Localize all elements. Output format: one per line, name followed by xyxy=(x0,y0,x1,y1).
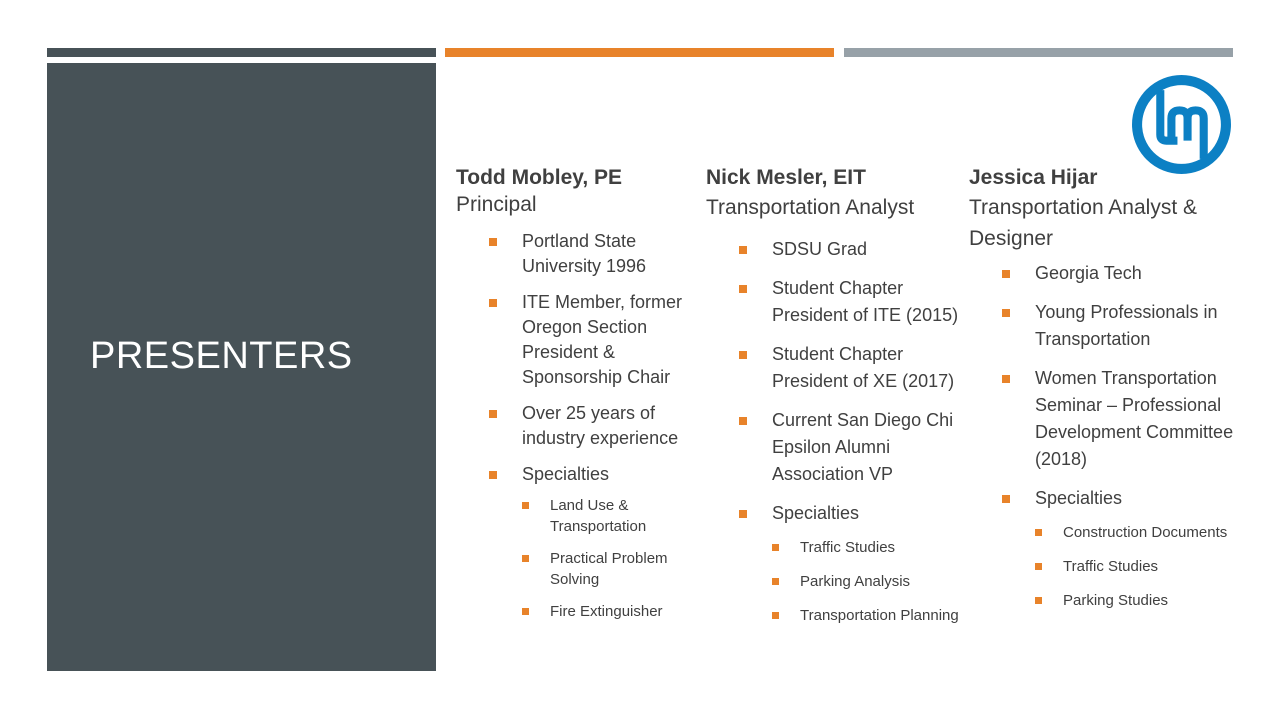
specialty-item: Practical Problem Solving xyxy=(522,548,696,590)
detail-item: ITE Member, former Oregon Section President & Sponsorship Chair xyxy=(456,290,696,390)
presenter-name: Jessica Hijar xyxy=(969,166,1098,189)
specialty-item: Land Use & Transportation xyxy=(522,495,696,537)
specialty-item: Parking Studies xyxy=(1035,589,1234,612)
detail-item: Student Chapter President of XE (2017) xyxy=(706,341,966,395)
presenter-column-jessica xyxy=(969,164,1234,624)
presenter-details xyxy=(969,260,1234,612)
accent-bar-gray xyxy=(844,48,1233,57)
presenter-column-nick xyxy=(706,164,966,639)
presenter-role: Transportation Analyst & Designer xyxy=(969,196,1198,250)
presenter-role: Transportation Analyst xyxy=(706,196,915,219)
detail-item-specialties xyxy=(456,462,696,622)
specialty-item: Fire Extinguisher xyxy=(522,601,696,622)
accent-bar-dark xyxy=(47,48,436,57)
detail-item: Women Transportation Seminar – Professional Development Committee (2018) xyxy=(969,365,1234,473)
detail-item-specialties xyxy=(969,485,1234,612)
title-panel xyxy=(47,63,436,671)
presenter-name: Todd Mobley, PE xyxy=(456,166,623,189)
slide-title: PRESENTERS xyxy=(90,335,353,377)
specialty-item: Parking Analysis xyxy=(772,570,966,593)
specialty-item: Construction Documents xyxy=(1035,521,1234,544)
specialties-label: Specialties xyxy=(522,464,610,484)
specialties-list xyxy=(522,495,696,622)
detail-item: SDSU Grad xyxy=(706,236,966,263)
lm-logo-icon xyxy=(1131,74,1232,175)
detail-item: Portland State University 1996 xyxy=(456,229,696,279)
detail-item: Student Chapter President of ITE (2015) xyxy=(706,275,966,329)
presenter-details xyxy=(456,229,696,622)
detail-item: Young Professionals in Transportation xyxy=(969,299,1234,353)
specialties-list xyxy=(1035,521,1234,612)
presenter-name: Nick Mesler, EIT xyxy=(706,166,866,189)
detail-item: Georgia Tech xyxy=(969,260,1234,287)
accent-bar-orange xyxy=(445,48,834,57)
specialties-list xyxy=(772,536,966,627)
detail-item-specialties xyxy=(706,500,966,627)
detail-item: Current San Diego Chi Epsilon Alumni Association VP xyxy=(706,407,966,488)
specialties-label: Specialties xyxy=(772,503,860,523)
specialties-label: Specialties xyxy=(1035,488,1123,508)
specialty-item: Transportation Planning xyxy=(772,604,966,627)
specialty-item: Traffic Studies xyxy=(1035,555,1234,578)
specialty-item: Traffic Studies xyxy=(772,536,966,559)
presenter-column-todd xyxy=(456,164,696,633)
presenter-role: Principal xyxy=(456,193,537,216)
detail-item: Over 25 years of industry experience xyxy=(456,401,696,451)
presenter-details xyxy=(706,236,966,627)
